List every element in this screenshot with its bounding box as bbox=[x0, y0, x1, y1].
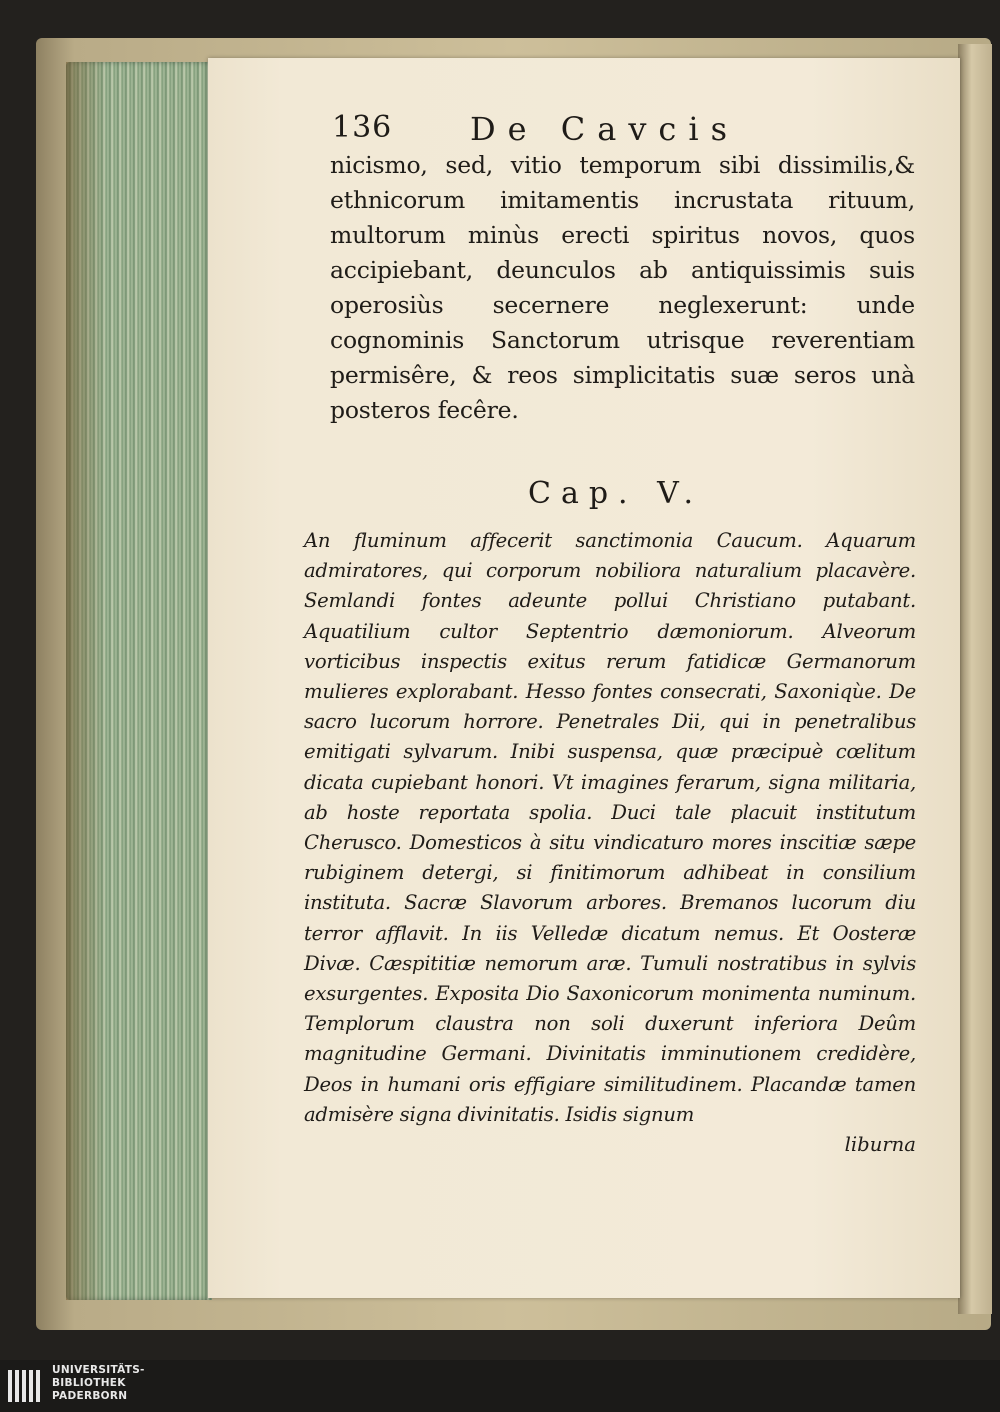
running-title: De Cavcis bbox=[470, 110, 739, 148]
book-page bbox=[208, 58, 960, 1298]
chapter-summary: An fluminum affecerit sanctimonia Caucum. Aquarum admiratores, qui corporum nobiliora naturalium placavère. Semlandi fontes adeunte pollui Christiano putabant. Aquatilium cultor Septentrio dæmoniorum. Alveorum vorticibus inspectis exitus rerum fatidicæ Germanorum mulieres explorabant. Hesso fontes consecrati, Saxoniqùe. De sacro lucorum horrore. Penetrales Dii, qui in penetralibus emitigati sylvarum. Inibi suspensa, quæ præcipuè cœlitum dicata cupiebant honori. Vt imagines ferarum, signa militaria, ab hoste reportata spolia. Duci tale placuit institutum Cherusco. Domesticos à situ vindicaturo mores inscitiæ sæpe rubiginem detergi, si finitimorum adhibeat in consilium instituta. Sacræ Slavorum arbores. Bremanos lucorum diu terror afflavit. In iis Velledæ dicatum nemus. Et Oosteræ Divæ. Cæspititiæ nemorum aræ. Tumuli nostratibus in sylvis exsurgentes. Exposita Dio Saxonicorum monimenta numinum. Templorum claustra non soli duxerunt inferiora Deûm magnitudine Germani. Divinitatis imminutionem credidère, Deos in humani oris effigiare similitudinem. Placandæ tamen admisère signa divinitatis. Isidis signum bbox=[304, 529, 916, 1126]
page-header bbox=[330, 106, 915, 148]
logo-line: UNIVERSITÄTS- bbox=[52, 1364, 145, 1376]
facing-page-edge bbox=[958, 44, 992, 1314]
catchword: liburna bbox=[844, 1133, 916, 1157]
page-number: 136 bbox=[332, 110, 393, 145]
footer-bar bbox=[0, 1360, 1000, 1412]
logo-line: PADERBORN bbox=[52, 1390, 128, 1402]
page-content bbox=[304, 106, 916, 1160]
library-logo-icon bbox=[6, 1368, 46, 1404]
logo-line: BIBLIOTHEK bbox=[52, 1377, 126, 1389]
library-logo-text bbox=[52, 1364, 145, 1403]
body-paragraph: nicismo, sed, vitio temporum sibi dissimilis,& ethnicorum imitamentis incrustata rituum, multorum minùs erecti spiritus novos, quos accipiebant, deunculos ab antiquissimis suis operosiùs secernere neglexerunt: unde cognominis Sanctorum utrisque reverentiam permisêre, & reos simplicitatis suæ seros unà posteros fecêre. bbox=[330, 151, 915, 424]
chapter-heading: Cap. V. bbox=[528, 476, 704, 511]
edge-shadow bbox=[66, 62, 106, 1300]
